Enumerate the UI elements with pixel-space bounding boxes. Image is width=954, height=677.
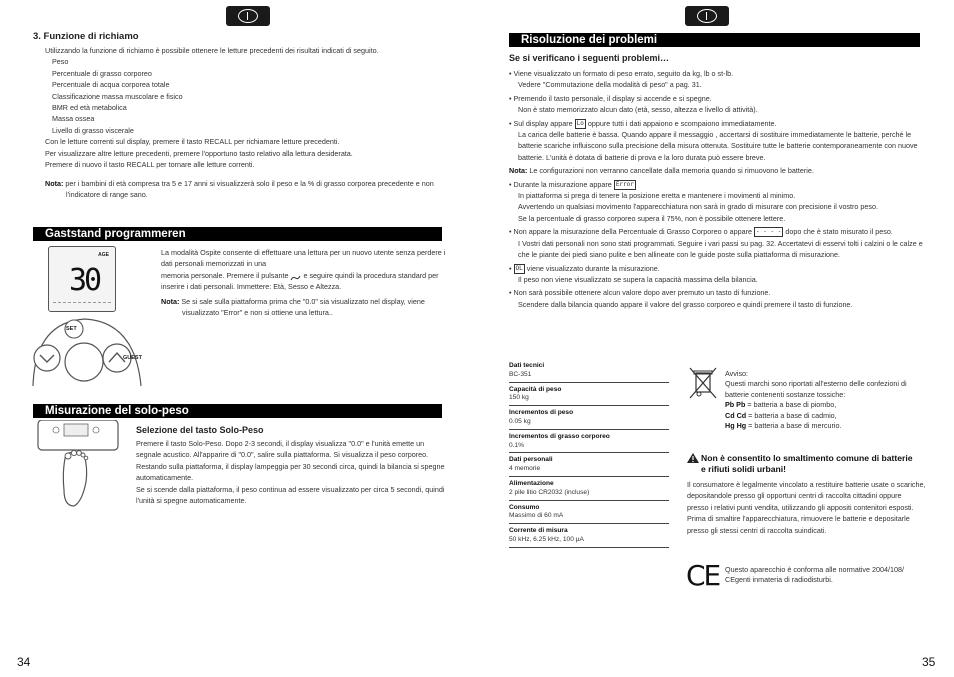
battery-warning: Avviso: Questi marchi sono riportati all'esterno delle confezioni di batterie contenenti sostanze tossiche: Pb Pb = batteria a base di piombo, Cd Cd = batteria a base di cadmio, Hg Hg = batteria a base di mercurio.: [725, 369, 907, 431]
page-number-left: 34: [17, 655, 31, 669]
guest-note: Nota: Se si sale sulla piattaforma prima che "0.0" sia visualizzato nel display, viene visualizzato "Error" e non si ottiene una lettura..: [161, 297, 425, 318]
spec-row: Dati tecnici BC-351: [509, 362, 669, 383]
page-number-right: 35: [922, 655, 936, 669]
warning-triangle-icon: [687, 453, 699, 463]
weight-only-heading: Misurazione del solo-peso: [33, 404, 442, 418]
set-button[interactable]: SET: [66, 326, 77, 332]
spec-row: Dati personali 4 memorie: [509, 456, 669, 477]
technical-specs: [509, 362, 669, 551]
scale-display: AGE 30: [48, 246, 116, 312]
ce-text: Questo aparecchio è conforma alle normative 2004/108/ CEgenti inmateria di radiodisturbi.: [725, 565, 904, 585]
troubleshooting-heading: Risoluzione dei problemi: [509, 33, 920, 47]
display-value: 30: [69, 263, 100, 298]
language-indicator-right: [685, 6, 729, 26]
disposal-heading: Non è consentito lo smaltimento comune di batterie e rifiuti solidi urbani!: [701, 453, 913, 474]
spec-row: Incrementos di peso 0.05 kg: [509, 409, 669, 430]
weight-only-subheading: Selezione del tasto Solo-Peso: [136, 425, 264, 435]
weight-only-text: Premere il tasto Solo-Peso. Dopo 2-3 secondi, il display visualizza "0.0" e l'unità emette un segnale acustico. All'apparire di "0.0", salire sulla piattaforma. Si visualizza il peso corporeo. Restando sulla piattaforma, il display lampeggia per 30 secondi circa, quindi la bilancia si spegne automaticamente. Se si scende dalla piattaforma, il peso continua ad essere visualizzato per circa 5 secondi, quindi l'unità si spegne automaticamente.: [136, 439, 445, 506]
guest-text: La modalità Ospite consente di effettuare una lettura per un nuovo utente senza perdere i dati personali memorizzati in una memoria personale. Premere il pulsante e seguire quindi la procedura standard per inserire i dati personali. Immettere: Età, Sesso e Altezza.: [161, 248, 446, 292]
troubleshooting-text: • Viene visualizzato un formato di peso errato, seguito da kg, lb o st-lb. Vedere "Commutazione della modalità di peso" a pag. 31. • Premendo il tasto personale, il display si accende e si spegne. Non è stato memorizzato alcun dato (età, sesso, altezza e livello di attività). • Sul display appare Lo oppure tutti i dati appaiono e scompaiono immediatamente. La carica delle batterie è bassa. Quando appare il messaggio , accertarsi di sostituire immediatamente le batterie, perché le batterie scariche influiscono sulla precisione della misura ottenuta. Sostituire tutte le batterie contemporaneamente con nuove batterie. L'unità è dotata di batterie di prova e la loro durata può essere breve. Nota: Le configurazioni non verranno cancellate dalla memoria quando si rimuovono le batterie. • Durante la misurazione appare Error In piattaforma si prega di tenere la posizione eretta e mantenere i movimenti al minimo. Avvertendo un qualsiasi movimento l'apparecchiatura non sarà in grado di misurare con precisione il vostro peso. Se la percentuale di grasso corporeo supera il 75%, non è possibile ottenere lettere. • Non appare la misurazione della Percentuale di Grasso Corporeo o appare - - - - dopo che è stato misurato il peso. I Vostri dati personali non sono stati programmati. Seguire i vari passi su pag. 32. Accertatevi di esservi tolti i calzini o le calze e che le piante dei piedi siano pulite e ben allineate con le guide poste sulla piattaforma di misurazione. • OL viene visualizzato durante la misurazione. Il peso non viene visualizzato se supera la capacità massima della bilancia. • Non sarà possibile ottenere alcun valore dopo aver premuto un tasto di funzione. Scendere dalla bilancia quando appare il valore del grasso corporeo e quindi premere il tasto di funzione.: [509, 69, 923, 309]
lcd-error-icon: Error: [615, 180, 634, 188]
recall-note: Nota: per i bambini di età compresa tra 5 e 17 anni si visualizzerà solo il peso e la % di grasso corporea precedente e non l'indicatore di range sano.: [45, 179, 434, 200]
lcd-overload-icon: OL: [515, 264, 523, 272]
spec-row: Corrente di misura 50 kHz, 6.25 kHz, 100 µA: [509, 527, 669, 548]
guest-button-icon: [290, 273, 301, 279]
guest-button-label: GUEST: [123, 355, 142, 361]
disposal-text: Il consumatore è legalmente vincolato a restituire batterie usate o scariche, depositandole presso gli opportuni centri di raccolta cittadini oppure presso i relativi punti vendita, utilizzando gli appositi contenitori esposti. Prima di smaltire l'apparecchiatura, rimuovere le batterie e depositarle presso gli stessi centri di raccolta suindicati.: [687, 480, 926, 535]
language-indicator-left: [226, 6, 270, 26]
recall-heading: 3. Funzione di richiamo: [33, 31, 139, 42]
guest-heading: Gaststand programmeren: [33, 227, 442, 241]
recall-text: Utilizzando la funzione di richiamo è possibile ottenere le letture precedenti dei risultati indicati di seguito. Peso Percentuale di grasso corporeo Percentuale di acqua corporea totale Classificazione massa muscolare e fisico BMR ed età metabolica Massa ossea Livello di grasso viscerale Con le letture correnti sul display, premere il tasto RECALL per richiamare letture precedenti. Per visualizzare altre letture precedenti, premere l'opportuno tasto relativo alla lettura desiderata. Premere di nuovo il tasto RECALL per tornare alle letture correnti.: [45, 46, 379, 170]
lcd-dashes-icon: - - - -: [756, 228, 782, 236]
crossed-bin-icon: [688, 367, 718, 399]
foot-on-scale-illustration: [36, 420, 122, 508]
spec-row: Alimentazione 2 pile litio CR2032 (incluse): [509, 480, 669, 501]
troubleshooting-subheading: Se si verificano i seguenti problemi…: [509, 53, 670, 63]
scale-buttons-illustration: [31, 316, 143, 386]
spec-row: Incrementos di grasso corporeo 0.1%: [509, 433, 669, 454]
lcd-low-battery-icon: Lo: [576, 119, 584, 127]
spec-row: Capacità di peso 150 kg: [509, 386, 669, 407]
spec-row: Consumo Massimo di 60 mA: [509, 504, 669, 525]
ce-mark: CE: [686, 559, 720, 592]
